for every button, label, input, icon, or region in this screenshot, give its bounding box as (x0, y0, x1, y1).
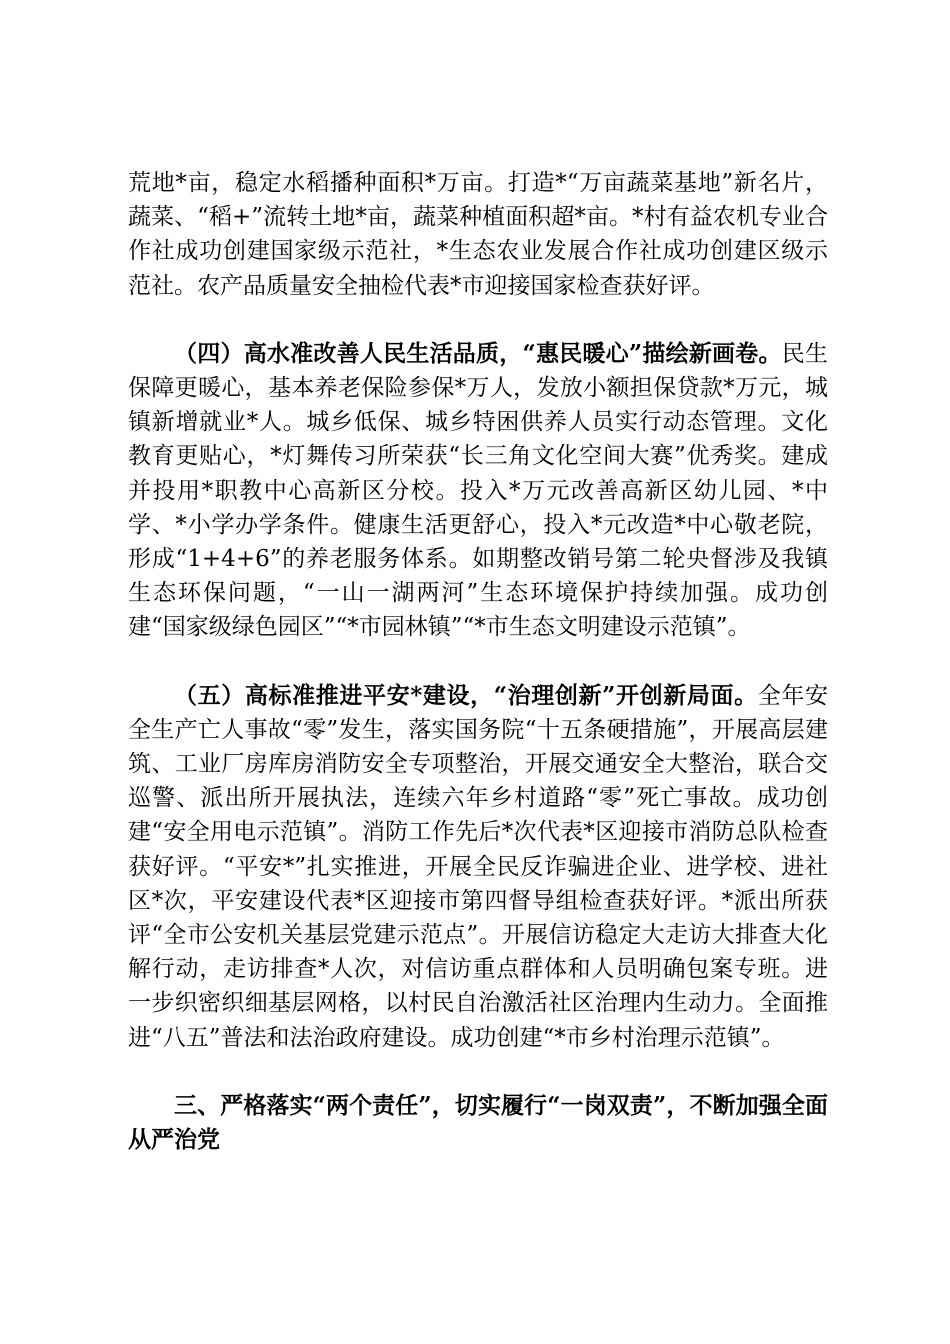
paragraph-farming-text: 荒地*亩，稳定水稻播种面积*万亩。打造*“万亩蔬菜基地”新名片，蔬菜、“稻+”流转土地*亩，蔬菜种植面积超*亩。*村有益农机专业合作社成功创建国家级示范社，*生态农业发展合作社成功创建区级示范社。农产品质量安全抽检代表*市迎接国家检查获好评。 (128, 170, 828, 299)
paragraph-safety-text: 全年安全生产亡人事故“零”发生，落实国务院“十五条硬措施”，开展高层建筑、工业厂房库房消防安全专项整治，开展交通安全大整治，联合交巡警、派出所开展执法，连续六年乡村道路“零”死亡事故。成功创建“安全用电示范镇”。消防工作先后*次代表*区迎接市消防总队检查获好评。“平安*”扎实推进，开展全民反诈骗进企业、进学校、进社区*次，平安建设代表*区迎接市第四督导组检查获好评。*派出所获评“全市公安机关基层党建示范点”。开展信访稳定大走访大排查大化解行动，走访排查*人次，对信访重点群体和人员明确包案专班。进一步织密织细基层网格，以村民自治激活社区治理内生动力。全面推进“八五”普法和法治政府建设。成功创建“*市乡村治理示范镇”。 (128, 682, 828, 1051)
paragraph-livelihood (128, 337, 828, 645)
document-page (128, 166, 828, 1191)
paragraph-safety (128, 679, 828, 1055)
paragraph-livelihood-text: 民生保障更暖心，基本养老保险参保*万人，发放小额担保贷款*万元，城镇新增就业*人。城乡低保、城乡特困供养人员实行动态管理。文化教育更贴心，*灯舞传习所荣获“长三角文化空间大赛”优秀奖。建成并投用*职教中心高新区分校。投入*万元改善高新区幼儿园、*中学、*小学办学条件。健康生活更舒心，投入*元改造*中心敬老院，形成“1+4+6”的养老服务体系。如期整改销号第二轮央督涉及我镇生态环保问题，“一山一湖两河”生态环境保护持续加强。成功创建“国家级绿色园区”“*市园林镇”“*市生态文明建设示范镇”。 (128, 340, 828, 641)
section-heading-livelihood: （四）高水准改善人民生活品质，“惠民暖心”描绘新画卷。 (174, 339, 782, 367)
paragraph-farming (128, 166, 828, 303)
section-heading-safety: （五）高标准推进平安*建设，“治理创新”开创新局面。 (174, 681, 758, 709)
chapter-heading-party (128, 1089, 828, 1157)
chapter-heading-party-text: 三、严格落实“两个责任”，切实履行“一岗双责”，不断加强全面从严治党 (128, 1091, 828, 1154)
